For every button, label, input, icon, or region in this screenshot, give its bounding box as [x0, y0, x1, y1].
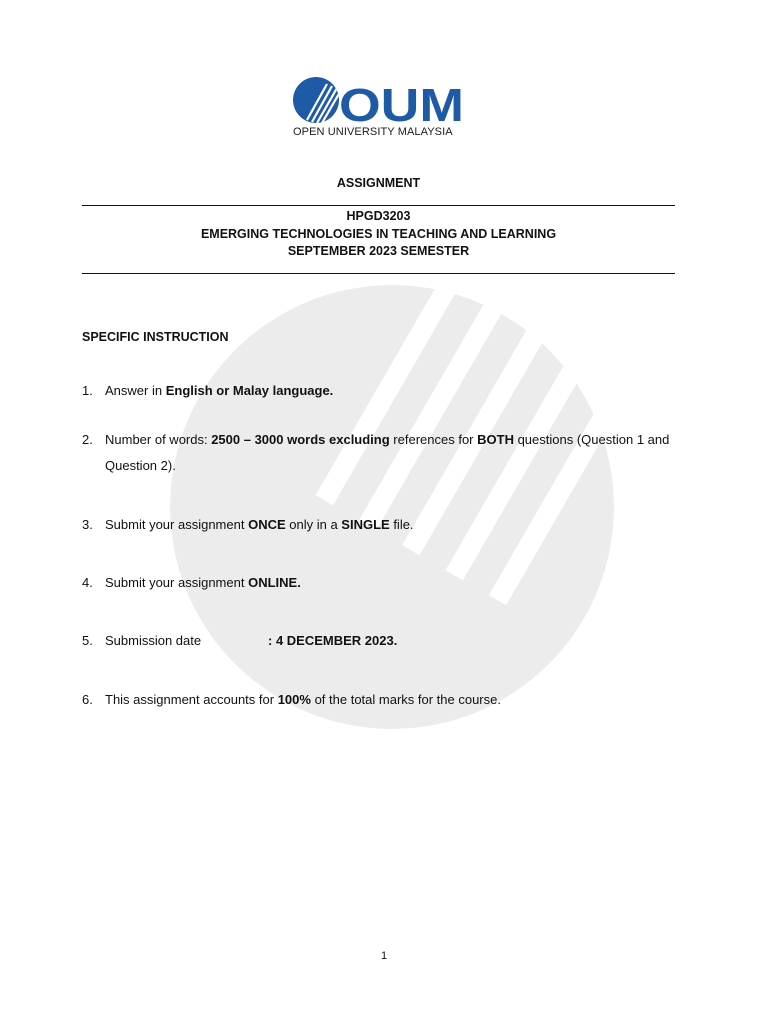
- instruction-item-1: 1. Answer in English or Malay language.: [82, 383, 334, 398]
- logo-wordmark: OUM: [339, 79, 464, 131]
- top-rule: [82, 205, 675, 206]
- instruction-item-6: 6. This assignment accounts for 100% of the total marks for the course.: [82, 692, 501, 707]
- instruction-item-5: 5. Submission date : 4 DECEMBER 2023.: [82, 633, 398, 648]
- bottom-rule: [82, 273, 675, 274]
- instruction-item-3: 3. Submit your assignment ONCE only in a SINGLE file.: [82, 517, 414, 532]
- section-heading: SPECIFIC INSTRUCTION: [82, 330, 229, 344]
- page-number: 1: [380, 950, 388, 962]
- oum-watermark: [170, 285, 615, 730]
- course-title: EMERGING TECHNOLOGIES IN TEACHING AND LEARNING: [200, 227, 557, 241]
- semester: SEPTEMBER 2023 SEMESTER: [287, 244, 470, 258]
- course-code: HPGD3203: [346, 209, 411, 223]
- doc-type: ASSIGNMENT: [336, 176, 421, 190]
- instruction-item-2: 2. Number of words: 2500 – 3000 words excluding references for BOTH questions (Question 1 and Question 2).: [82, 432, 670, 473]
- instruction-item-4: 4. Submit your assignment ONLINE.: [82, 575, 301, 590]
- logo-tagline: OPEN UNIVERSITY MALAYSIA: [293, 126, 453, 138]
